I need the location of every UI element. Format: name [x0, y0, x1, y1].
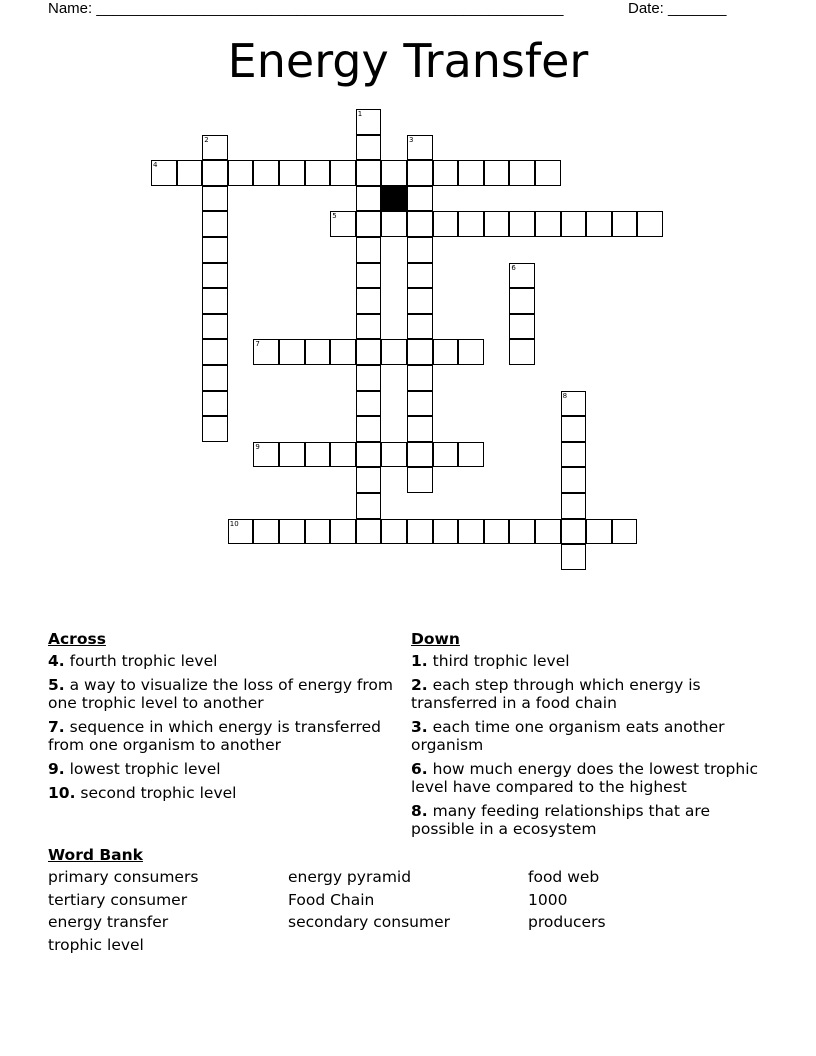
grid-cell[interactable] [381, 442, 407, 468]
grid-cell[interactable] [407, 416, 433, 442]
grid-cell[interactable] [561, 544, 587, 570]
word-bank-item: primary consumers [48, 868, 199, 886]
grid-cell[interactable] [356, 186, 382, 212]
grid-cell[interactable] [381, 339, 407, 365]
across-heading: Across [48, 630, 106, 648]
grid-cell[interactable] [561, 493, 587, 519]
black-cell [381, 186, 407, 212]
down-clue [411, 802, 771, 838]
clue-number: 8 [562, 391, 568, 400]
clue-num: 1. [411, 652, 428, 670]
clue-num: 5. [48, 676, 65, 694]
grid-cell[interactable] [279, 160, 305, 186]
grid-cell[interactable] [177, 160, 203, 186]
date-field-label[interactable]: Date: _______ [628, 0, 727, 17]
across-clue [48, 676, 393, 712]
clue-num: 2. [411, 676, 428, 694]
grid-cell[interactable] [407, 365, 433, 391]
clue-text: a way to visualize the loss of energy from one trophic level to another [48, 676, 393, 712]
down-heading: Down [411, 630, 460, 648]
grid-cell[interactable] [202, 365, 228, 391]
grid-cell[interactable] [279, 519, 305, 545]
across-clue [48, 784, 393, 802]
grid-cell[interactable] [407, 263, 433, 289]
grid-cell[interactable] [407, 186, 433, 212]
grid-cell[interactable] [228, 160, 254, 186]
grid-cell[interactable] [407, 467, 433, 493]
down-clue [411, 676, 771, 712]
clue-num: 10. [48, 784, 76, 802]
grid-cell[interactable] [535, 160, 561, 186]
clue-number: 6 [511, 263, 516, 272]
clue-number: 2 [204, 135, 209, 144]
grid-cell[interactable] [458, 339, 484, 365]
grid-cell[interactable] [381, 211, 407, 237]
clue-num: 9. [48, 760, 65, 778]
clue-text: each step through which energy is transferred in a food chain [411, 676, 701, 712]
across-clues [48, 630, 393, 808]
grid-cell[interactable] [356, 467, 382, 493]
clue-number: 3 [409, 135, 414, 144]
clue-number: 4 [153, 161, 158, 170]
name-field-label[interactable]: Name: ________________________________________________________ [48, 0, 564, 17]
grid-cell[interactable] [356, 263, 382, 289]
grid-cell[interactable] [407, 442, 433, 468]
grid-cell[interactable] [458, 211, 484, 237]
grid-cell[interactable] [407, 391, 433, 417]
grid-cell[interactable] [433, 211, 459, 237]
clue-num: 4. [48, 652, 65, 670]
grid-cell[interactable] [202, 288, 228, 314]
grid-cell[interactable] [433, 442, 459, 468]
grid-cell[interactable] [202, 237, 228, 263]
grid-cell[interactable] [356, 442, 382, 468]
grid-cell[interactable] [484, 160, 510, 186]
down-clue [411, 760, 771, 796]
clue-text: many feeding relationships that are possible in a ecosystem [411, 802, 710, 838]
grid-cell[interactable] [202, 186, 228, 212]
grid-cell[interactable] [433, 339, 459, 365]
grid-cell[interactable] [509, 519, 535, 545]
grid-cell[interactable] [305, 160, 331, 186]
clue-text: second trophic level [75, 784, 237, 802]
grid-cell[interactable] [305, 339, 331, 365]
grid-cell[interactable] [202, 314, 228, 340]
word-bank-heading: Word Bank [48, 846, 143, 864]
down-clue [411, 718, 771, 754]
clue-num: 8. [411, 802, 428, 820]
grid-cell[interactable] [612, 519, 638, 545]
grid-cell[interactable] [535, 519, 561, 545]
grid-cell[interactable] [202, 391, 228, 417]
grid-cell[interactable] [458, 442, 484, 468]
grid-cell[interactable] [330, 519, 356, 545]
grid-cell[interactable] [356, 339, 382, 365]
page-title: Energy Transfer [227, 34, 589, 88]
grid-cell[interactable] [561, 467, 587, 493]
word-bank [48, 846, 768, 954]
clue-text: fourth trophic level [64, 652, 218, 670]
word-bank-item: energy transfer [48, 913, 169, 931]
grid-cell[interactable] [356, 365, 382, 391]
grid-cell[interactable] [356, 288, 382, 314]
grid-cell[interactable] [253, 160, 279, 186]
grid-cell[interactable] [202, 416, 228, 442]
clue-number: 1 [357, 110, 363, 118]
grid-cell[interactable] [356, 135, 382, 161]
grid-cell[interactable] [535, 211, 561, 237]
grid-cell[interactable] [202, 263, 228, 289]
grid-cell[interactable] [407, 339, 433, 365]
grid-cell[interactable] [586, 519, 612, 545]
grid-cell[interactable] [356, 416, 382, 442]
grid-cell[interactable] [356, 391, 382, 417]
grid-cell[interactable] [381, 519, 407, 545]
word-bank-item: 1000 [528, 890, 568, 909]
word-bank-item: producers [528, 913, 606, 931]
grid-cell[interactable] [356, 160, 382, 186]
grid-cell[interactable] [561, 442, 587, 468]
grid-cell[interactable] [484, 519, 510, 545]
grid-cell[interactable] [509, 288, 535, 314]
grid-cell[interactable] [509, 339, 535, 365]
across-clue [48, 652, 393, 670]
grid-cell[interactable] [330, 339, 356, 365]
grid-cell[interactable] [407, 519, 433, 545]
grid-cell[interactable] [253, 519, 279, 545]
grid-cell[interactable] [202, 160, 228, 186]
grid-cell[interactable] [407, 160, 433, 186]
grid-cell[interactable] [407, 211, 433, 237]
grid-cell[interactable] [433, 519, 459, 545]
clue-number: 7 [255, 340, 260, 349]
across-clue [48, 718, 393, 754]
word-bank-item: energy pyramid [288, 868, 412, 886]
grid-cell[interactable] [356, 237, 382, 263]
grid-cell[interactable] [458, 519, 484, 545]
grid-cell[interactable] [509, 211, 535, 237]
clue-number: 10 [229, 519, 239, 528]
grid-cell[interactable] [561, 211, 587, 237]
grid-cell[interactable] [356, 519, 382, 545]
grid-cell[interactable] [509, 160, 535, 186]
word-bank-item: tertiary consumer [48, 890, 188, 909]
down-clues [411, 630, 771, 844]
clue-num: 7. [48, 718, 65, 736]
clue-num: 3. [411, 718, 428, 736]
grid-cell[interactable] [407, 288, 433, 314]
grid-cell[interactable] [407, 314, 433, 340]
grid-cell[interactable] [458, 160, 484, 186]
grid-cell[interactable] [305, 442, 331, 468]
word-bank-item: Food Chain [288, 890, 375, 909]
clue-text: sequence in which energy is transferred from one organism to another [48, 718, 381, 754]
clue-num: 6. [411, 760, 428, 778]
grid-cell[interactable] [356, 493, 382, 519]
grid-cell[interactable] [330, 442, 356, 468]
clue-number: 9 [255, 442, 260, 451]
grid-cell[interactable] [509, 314, 535, 340]
grid-cell[interactable] [561, 519, 587, 545]
clue-text: how much energy does the lowest trophic level have compared to the highest [411, 760, 759, 796]
grid-cell[interactable] [279, 442, 305, 468]
clue-text: third trophic level [427, 652, 570, 670]
clue-text: lowest trophic level [64, 760, 221, 778]
grid-cell[interactable] [484, 211, 510, 237]
grid-cell[interactable] [305, 519, 331, 545]
grid-cell[interactable] [279, 339, 305, 365]
grid-cell[interactable] [381, 160, 407, 186]
clue-text: each time one organism eats another organism [411, 718, 725, 754]
grid-cell[interactable] [202, 339, 228, 365]
word-bank-item: secondary consumer [288, 913, 450, 931]
grid-cell[interactable] [612, 211, 638, 237]
grid-cell[interactable] [330, 160, 356, 186]
grid-cell[interactable] [561, 416, 587, 442]
grid-cell[interactable] [637, 211, 663, 237]
grid-cell[interactable] [356, 314, 382, 340]
clue-number: 5 [332, 212, 337, 221]
grid-cell[interactable] [356, 211, 382, 237]
across-clue [48, 760, 393, 778]
grid-cell[interactable] [586, 211, 612, 237]
grid-cell[interactable] [407, 237, 433, 263]
word-bank-item: food web [528, 868, 600, 886]
word-bank-item: trophic level [48, 935, 144, 954]
grid-cell[interactable] [433, 160, 459, 186]
down-clue [411, 652, 771, 670]
grid-cell[interactable] [202, 211, 228, 237]
